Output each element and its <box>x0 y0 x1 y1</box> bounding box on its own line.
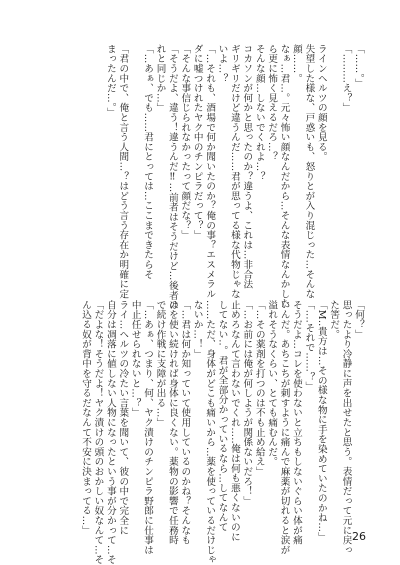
text-line: 「…あぁ、つまり、何、ヤク漬けのチンピラ野郎に仕事は <box>142 300 154 555</box>
text-line: 溢れそうなくらい、とても痛むんだ。 <box>266 300 278 467</box>
text-line: で続け作戦に支障が出る…」 <box>154 300 166 428</box>
text-line: 「…君は何か知っていて使用しているのかね？そんなも <box>179 300 191 545</box>
text-line: 「…それも、酒場で何か聞いたのか？俺の事？エスメラル <box>204 44 216 299</box>
text-line: 自分は凋落に値しない人物になったという事が分かって…そ <box>104 300 116 565</box>
text-line: 「M‥貴方は…その様な物に手を染めていたのかね…」 <box>315 300 327 543</box>
text-line: 「だよな！そうだよ！ヤク漬けの頭のおかしい奴なんて…そ <box>92 300 104 565</box>
text-line: 「‥‥それで……？」 <box>303 300 315 392</box>
text-line <box>327 44 339 296</box>
text-line: コカソンが何かと思ったのか？違うよ、これは…非合法 <box>241 44 253 289</box>
text-line: 止めろなんて言わないでくれ…‥俺は何も悪くないのに <box>228 300 240 542</box>
text-line: 「君の中で、俺と言う人間…？はどう言う存在か明確に定 <box>117 44 129 299</box>
text-line: ライ…ヘルツの冷たい言葉を聞いて、彼の中で完全に <box>117 300 129 536</box>
text-line: 思ったより冷静に声を出せたと思う。表情だって元に戻っ <box>340 300 352 555</box>
text-line: 「そんな事信じられなかったって顔だな？」 <box>179 44 191 240</box>
text-line: ん込る奴が背中を守るだなんて不安に決まってる…」 <box>80 300 92 536</box>
text-line: ラインヘルツの顔を見る。 <box>315 44 327 162</box>
text-line: た筈だ。 <box>328 300 340 340</box>
text-line: してない‥。君が全部分かっているなら…してなんて <box>216 300 228 532</box>
text-line: 顔……。 <box>290 44 302 84</box>
text-line <box>128 44 140 296</box>
text-line: 失望した様な、戸惑いも、怒りとが入り混じった…そんな <box>303 44 315 299</box>
text-line: ないか…！」 <box>191 300 203 359</box>
text-line: そんな顔…しないでくれよ…？ <box>253 44 265 182</box>
text-line: まったんだ…。」 <box>104 44 116 118</box>
text-line: れと同じか…」 <box>154 44 166 113</box>
page-number: 26 <box>352 530 366 543</box>
text-line: 「……。」 <box>353 44 364 89</box>
text-line: いんだ。あちこちが刺すように痛んで麻薬が切れると涙が <box>278 300 290 555</box>
text-line: いよ…？ <box>216 44 228 84</box>
text-line: ダに嘘つけれたヤク中のチンピラだって？」 <box>191 44 203 240</box>
text-line: 「そうだよ、違う！違うんだ‼…前者はそうだけど…後者は <box>166 44 178 310</box>
text-line: 「………え？」 <box>340 44 352 113</box>
text-line: 中止任せられないと…？」 <box>129 300 141 418</box>
text-line: そうだよ…コレを使わないと立ちもしないぐらい体が痛 <box>290 300 302 545</box>
text-line: のを使い続ければ身体に良くない。薬物の影響で任務時 <box>166 300 178 545</box>
text-line: ら更に怖く見えるだろ…？ <box>266 44 278 162</box>
text-line: 「何？」 <box>353 300 364 340</box>
text-block-upper <box>103 44 364 310</box>
text-line: 「…お前には俺が何しようが関係ないだろ！」 <box>241 300 253 506</box>
text-line: ギリギリだけど違うんだ……君が思ってる様な代物じゃな <box>228 44 240 299</box>
text-line: なぁ…君…。元々怖い顔なんだから…そんな表情なんかした <box>278 44 290 309</box>
text-line: 「…その薬剤を打つのは不も止め給え」 <box>253 300 265 477</box>
text-line: 「…あぁ、でも……君にとっては…ここまできたらそ <box>142 44 154 280</box>
text-line: ……ただ、身体がどこも痛いから…薬を使っているだけじゃ <box>204 300 216 565</box>
